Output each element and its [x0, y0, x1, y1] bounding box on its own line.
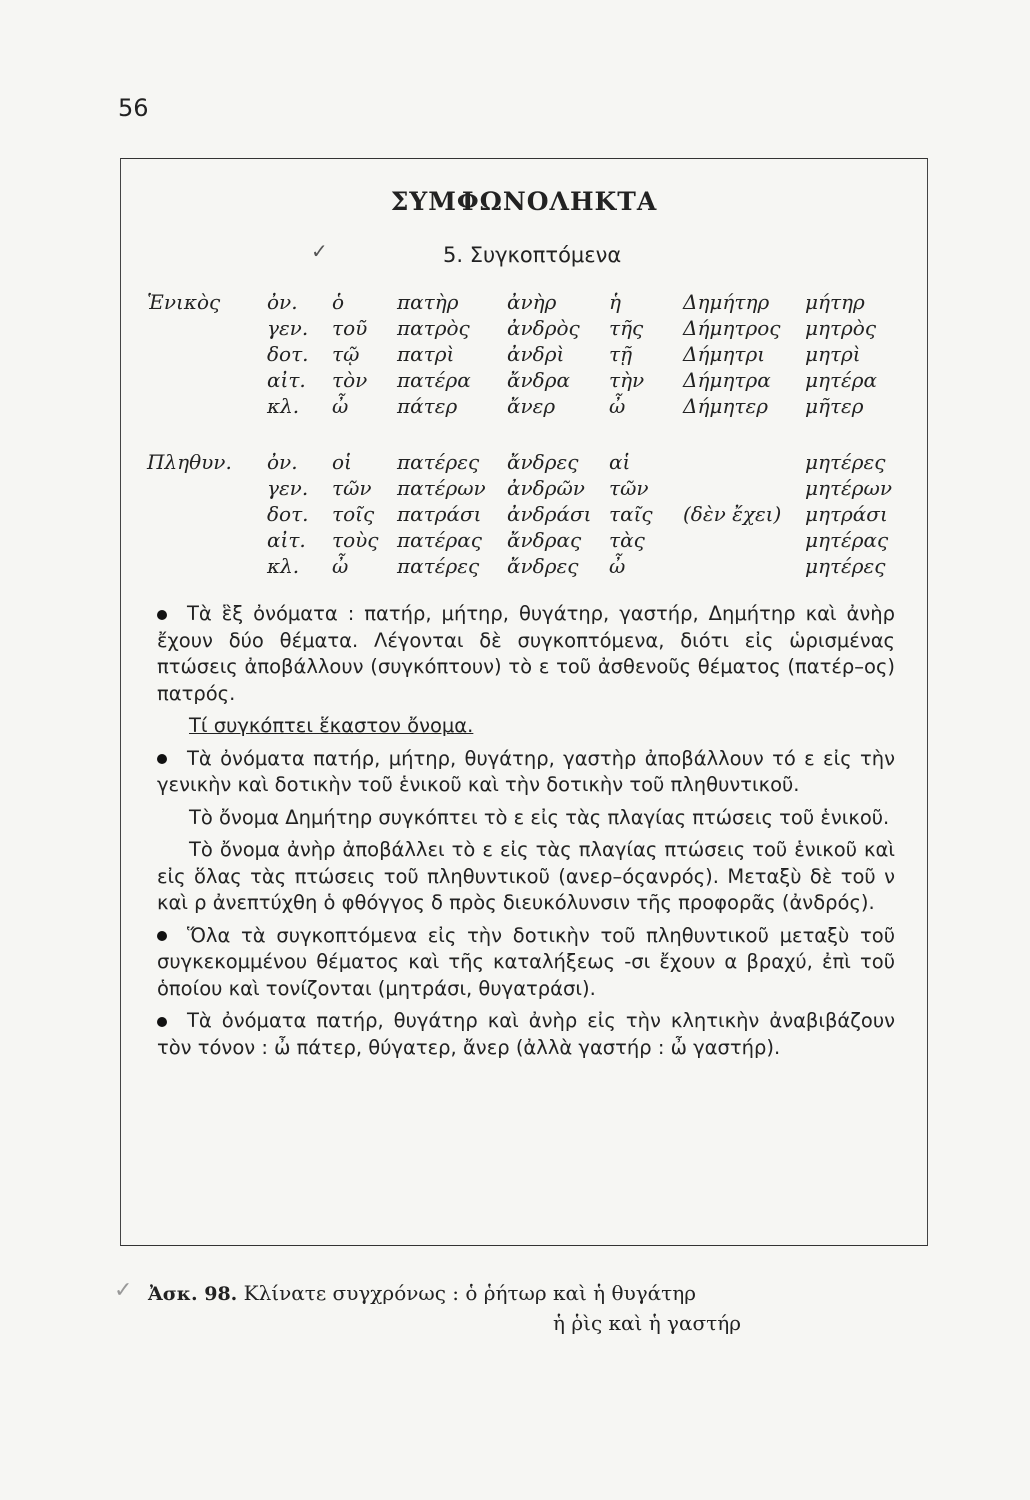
check-mark-icon: ✓	[114, 1278, 133, 1303]
note-paragraph	[157, 601, 895, 707]
note-paragraph	[157, 746, 895, 799]
case-label: αἰτ.	[267, 528, 306, 552]
word-pater: πατέρα	[397, 368, 471, 392]
table-row	[121, 315, 927, 341]
table-row	[121, 393, 927, 419]
table-row	[121, 553, 927, 579]
section-subtitle: 5. Συγκοπτόμενα	[443, 243, 622, 267]
case-label: ὀν.	[267, 290, 298, 314]
exercise-label: Ἀσκ. 98.	[148, 1283, 238, 1305]
word-meter: μῆτερ	[805, 394, 864, 418]
word-pater: πατέρες	[397, 450, 480, 474]
note-paragraph	[157, 923, 895, 1003]
note-paragraph: Τὸ ὄνομα ἀνὴρ ἀποβάλλει τὸ ε εἰς τὰς πλαγίας πτώσεις τοῦ ἑνικοῦ καὶ εἰς ὅλας τὰς πτώσεις τοῦ πληθυντικοῦ (ανερ–όςανρός). Μεταξὺ δὲ τοῦ ν καὶ ρ ἀνεπτύχθη ὁ φθόγγος δ πρὸς διευκόλυνσιν τῆς προφορᾶς (ἀνδρός).	[157, 838, 895, 914]
article-fem: τῶν	[609, 476, 649, 500]
word-meter: μήτηρ	[805, 290, 865, 314]
table-row	[121, 475, 927, 501]
article-fem: τῇ	[609, 342, 633, 366]
word-meter: μητέρες	[805, 554, 886, 578]
word-pater: πατρὶ	[397, 342, 455, 366]
word-aner: ἄνδρες	[507, 450, 579, 474]
article-fem: τὰς	[609, 528, 645, 552]
word-aner: ἀνὴρ	[507, 290, 557, 314]
word-pater: πάτερ	[397, 394, 458, 418]
word-aner: ἄνερ	[507, 394, 556, 418]
case-label: αἰτ.	[267, 368, 306, 392]
table-row	[121, 449, 927, 475]
note-text: Ὅλα τὰ συγκοπτόμενα εἰς τὴν δοτικὴν τοῦ πληθυντικοῦ μεταξὺ τοῦ συγκεκομμένου θέματος καὶ τῆς καταλήξεως -σι ἔχουν α βραχύ, ἐπὶ τοῦ ὁποίου καὶ τονίζονται (μητράσι, θυγατράσι).	[157, 923, 895, 1000]
word-aner: ἀνδρὶ	[507, 342, 565, 366]
case-label: κλ.	[267, 554, 300, 578]
bullet-icon	[157, 610, 167, 620]
article-masc: τὸν	[332, 368, 368, 392]
word-aner: ἀνδράσι	[507, 502, 592, 526]
note-text: Τὰ ὀνόματα πατήρ, μήτηρ, θυγάτηρ, γαστὴρ ἀποβάλλουν τό ε εἰς τὴν γενικὴν καὶ δοτικὴν τοῦ ἑνικοῦ καὶ τὴν δοτικὴν τοῦ πληθυντικοῦ.	[157, 746, 895, 796]
article-masc: τοῦ	[332, 316, 368, 340]
article-masc: τοῖς	[332, 502, 375, 526]
article-fem: ὦ	[609, 394, 626, 418]
word-aner: ἀνδρὸς	[507, 316, 580, 340]
word-meter: μητέρας	[805, 528, 889, 552]
article-fem: τὴν	[609, 368, 645, 392]
bullet-icon	[157, 931, 167, 941]
bullet-icon	[157, 754, 167, 764]
case-label: δοτ.	[267, 502, 309, 526]
case-label: ὀν.	[267, 450, 298, 474]
article-masc: οἱ	[332, 450, 352, 474]
article-masc: ὦ	[332, 554, 349, 578]
word-aner: ἄνδρα	[507, 368, 570, 392]
word-meter: μητράσι	[805, 502, 888, 526]
word-aner: ἄνδρες	[507, 554, 579, 578]
note-text: Τὰ ὀνόματα πατήρ, θυγάτηρ καὶ ἀνὴρ εἰς τὴν κλητικὴν ἀναβιβάζουν τὸν τόνον : ὦ πάτερ, θύγατερ, ἄνερ (ἀλλὰ γαστήρ : ὦ γαστήρ).	[157, 1009, 895, 1059]
case-label: γεν.	[267, 476, 309, 500]
bullet-icon	[157, 1017, 167, 1027]
word-aner: ἄνδρας	[507, 528, 582, 552]
article-fem: τῆς	[609, 316, 644, 340]
article-masc: ὦ	[332, 394, 349, 418]
table-row	[121, 341, 927, 367]
group-label-singular: Ἑνικὸς	[147, 290, 221, 314]
word-pater: πατέρας	[397, 528, 482, 552]
check-mark-icon: ✓	[311, 239, 328, 263]
article-masc: ὁ	[332, 290, 345, 314]
table-row	[121, 501, 927, 527]
question-text: Τί συγκόπτει ἕκαστον ὄνομα.	[189, 714, 474, 737]
word-meter: μητέρες	[805, 450, 886, 474]
article-fem: ἡ	[609, 290, 621, 314]
content-box	[120, 158, 928, 1246]
table-row	[121, 367, 927, 393]
article-masc: τῷ	[332, 342, 360, 366]
page-title: ΣΥΜΦΩΝΟΛΗΚΤΑ	[390, 187, 658, 216]
word-demeter: Δήμητρα	[683, 368, 771, 392]
word-meter: μητέρα	[805, 368, 878, 392]
word-pater: πατὴρ	[397, 290, 459, 314]
word-pater: πατρὸς	[397, 316, 470, 340]
exercise	[148, 1278, 741, 1335]
word-demeter: Δήμητερ	[683, 394, 768, 418]
table-row	[121, 289, 927, 315]
case-label: δοτ.	[267, 342, 309, 366]
case-label: κλ.	[267, 394, 300, 418]
exercise-line-2: ἡ ῥὶς καὶ ἡ γαστήρ	[553, 1311, 741, 1335]
article-fem: αἱ	[609, 450, 631, 474]
word-demeter: Δήμητρος	[683, 316, 781, 340]
table-row	[121, 527, 927, 553]
word-demeter: Δήμητρι	[683, 342, 766, 366]
note-paragraph: Τὸ ὄνομα Δημήτηρ συγκόπτει τὸ ε εἰς τὰς πλαγίας πτώσεις τοῦ ἑνικοῦ.	[189, 805, 890, 829]
note-question	[157, 713, 895, 740]
page-number: 56	[118, 94, 149, 122]
word-pater: πατράσι	[397, 502, 482, 526]
word-demeter: (δὲν ἔχει)	[683, 502, 782, 526]
exercise-line-1: Κλίνατε συγχρόνως : ὁ ῥήτωρ καὶ ἡ θυγάτηρ	[243, 1281, 696, 1305]
article-masc: τῶν	[332, 476, 372, 500]
note-text: Τὰ ἓξ ὀνόματα : πατήρ, μήτηρ, θυγάτηρ, γαστήρ, Δημήτηρ καὶ ἀνὴρ ἔχουν δύο θέματα. Λέγονται δὲ συγκοπτόμενα, διότι εἰς ὡρισμένας πτώσεις ἀποβάλλουν (συγκόπτουν) τὸ ε τοῦ ἀσθενοῦς θέματος (πατέρ–ος) πατρός.	[157, 602, 895, 705]
word-pater: πατέρες	[397, 554, 480, 578]
word-meter: μητέρων	[805, 476, 893, 500]
note-paragraph	[157, 1008, 895, 1061]
word-meter: μητρὶ	[805, 342, 861, 366]
word-pater: πατέρων	[397, 476, 486, 500]
case-label: γεν.	[267, 316, 309, 340]
grammar-notes	[157, 601, 895, 1067]
word-aner: ἀνδρῶν	[507, 476, 585, 500]
word-meter: μητρὸς	[805, 316, 877, 340]
article-fem: ταῖς	[609, 502, 653, 526]
article-fem: ὦ	[609, 554, 626, 578]
word-demeter: Δημήτηρ	[683, 290, 770, 314]
group-label-plural: Πληθυν.	[147, 450, 232, 474]
article-masc: τοὺς	[332, 528, 379, 552]
